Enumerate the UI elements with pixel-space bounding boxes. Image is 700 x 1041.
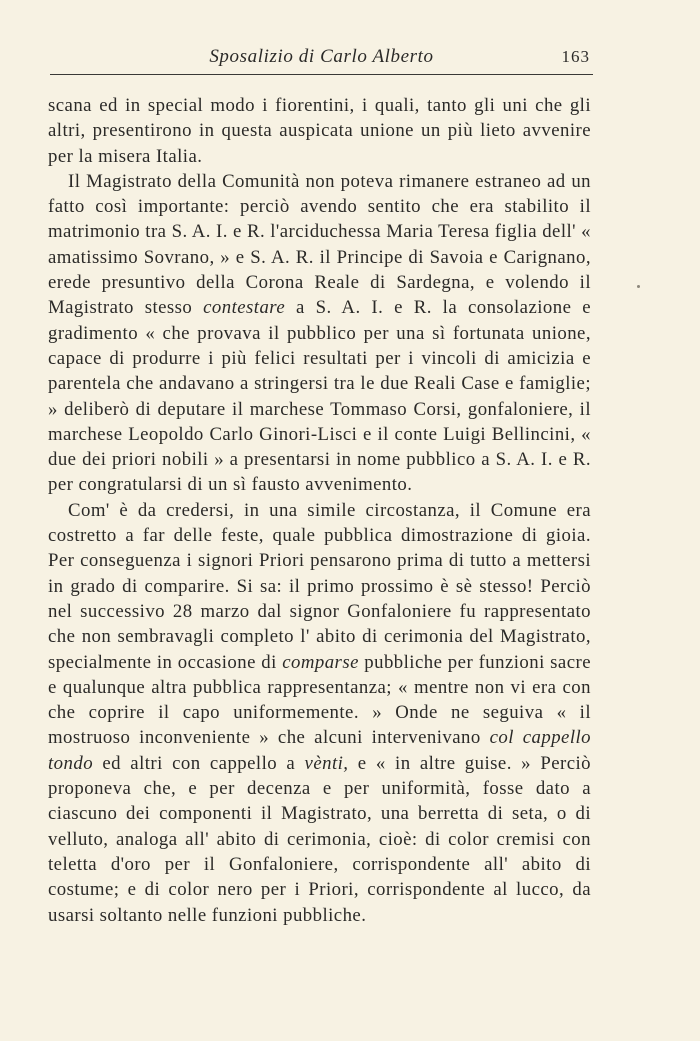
- body-text: [48, 93, 591, 928]
- paragraph-2-text-a: Il Magistrato della Comunità non poteva rimanere estraneo ad un fatto così importante: perciò avendo sentito che era stabilito il matrimonio tra S. A. I. e R. l'arciduchessa Maria Teresa figlia dell' « amatissimo Sovrano, » e S. A. R. il Principe di Savoia e Carignano, erede presuntivo della Corona Reale di Sardegna, e volendo il Magistrato stesso: [48, 170, 591, 319]
- paragraph-1: [48, 93, 591, 169]
- paper-speck: [637, 285, 640, 288]
- paragraph-3-text-a: Com' è da credersi, in una simile circostanza, il Comune era costretto a far delle feste, quale pubblica dimostrazione di gioia. Per conseguenza i signori Priori pensarono prima di tutto a mettersi in grado di comparire. Si sa: il primo prossimo è sè stesso! Perciò nel successivo 28 marzo dal signor Gonfaloniere fu rappresentato che non sembravagli completo l' abito di cerimonia del Magistrato, specialmente in occasione di: [48, 499, 591, 673]
- italic-comparse: comparse: [282, 651, 359, 673]
- paragraph-3: [48, 498, 591, 928]
- italic-contestare: contestare: [203, 297, 286, 319]
- running-header: [50, 44, 593, 75]
- paragraph-3-text-d: e « in altre guise. » Perciò proponeva che, e per decenza e per uniformità, fosse dato a ciascuno dei componenti il Magistrato, una berretta di seta, o di velluto, analoga all' abito di cerimonia, cioè: di color cremisi con teletta d'oro per il Gonfaloniere, corrispondente all' abito di costume; e di color nero per i Priori, corrispondente al lucco, da usarsi soltanto nelle funzioni pubbliche.: [48, 752, 591, 926]
- paragraph-2: [48, 169, 591, 498]
- italic-col-cappello-tondo: col cappello tondo: [48, 727, 591, 774]
- paragraph-3-text-c: ed altri con cappello a: [93, 752, 305, 774]
- running-title: Sposalizio di Carlo Alberto: [209, 46, 434, 67]
- italic-venti: vènti,: [304, 752, 349, 774]
- paragraph-2-text-b: a S. A. I. e R. la consolazione e gradimento « che provava il pubblico per una sì fortunata unione, capace di produrre i più felici resultati per i vincoli di amicizia e parentela che andavano a stringersi tra le due Reali Case e famiglie; » deliberò di deputare il marchese Tommaso Corsi, gonfaloniere, il marchese Leopoldo Carlo Ginori-Lisci e il conte Luigi Bellincini, « due dei priori nobili » a presentarsi in nome pubblico a S. A. I. e R. per congratularsi di un sì fausto avvenimento.: [48, 297, 592, 496]
- paragraph-3-text-b: pubbliche per funzioni sacre e qualunque altra pubblica rappresentanza; « mentre non vi era con che coprire il capo uniformemente. » Onde ne seguiva « il mostruoso inconveniente » che alcuni intervenivano: [48, 651, 591, 749]
- page-number: 163: [561, 47, 590, 66]
- paragraph-1-text: scana ed in special modo i fiorentini, i quali, tanto gli uni che gli altri, presentirono in questa auspicata unione un più lieto avvenire per la misera Italia.: [48, 95, 591, 167]
